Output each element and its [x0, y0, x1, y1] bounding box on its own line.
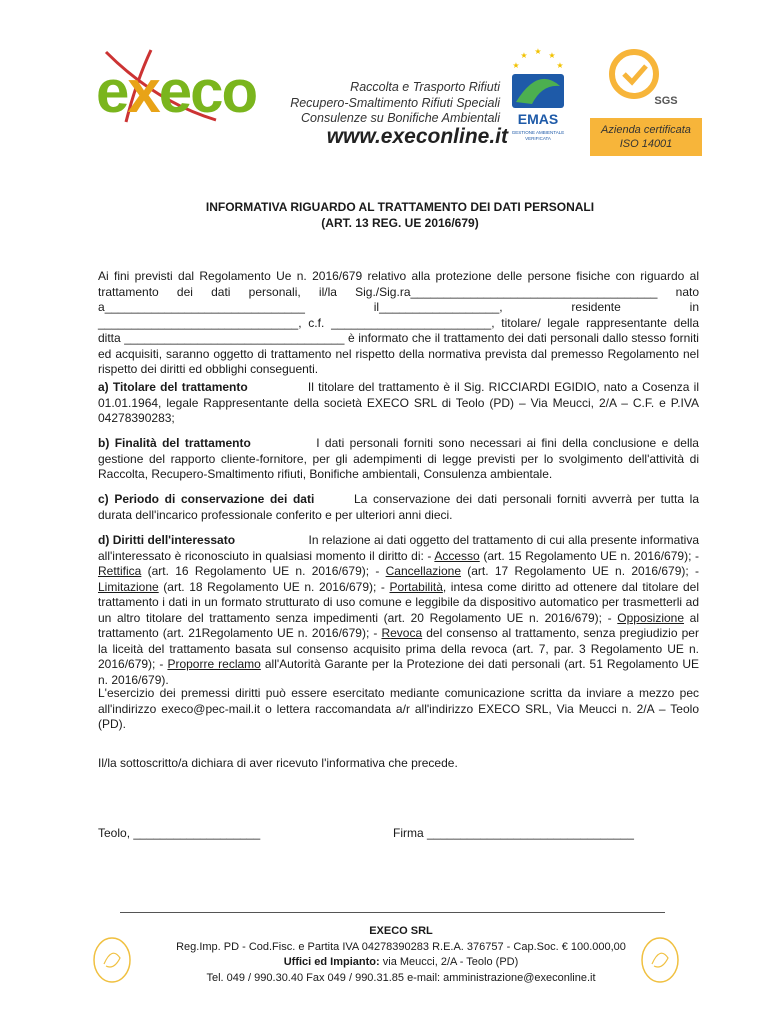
- tagline-line: Consulenze su Bonifiche Ambientali: [301, 111, 500, 125]
- cf-label: , c.f.: [298, 315, 325, 330]
- section-d-label: d) Diritti dell'interessato: [98, 533, 236, 547]
- section-b: [98, 436, 699, 483]
- section-d-text: all'Autorità Garante per la Protezione dei dati personali (art. 51 Regolamento UE n. 2016/679).: [98, 657, 699, 687]
- declaration-statement: Il/la sottoscritto/a dichiara di aver ricevuto l'informativa che precede.: [98, 756, 458, 770]
- footer-divider: [120, 912, 665, 913]
- born-label: nato a: [98, 284, 700, 314]
- place-date-field[interactable]: Teolo, ___________________: [98, 826, 261, 840]
- title-line: (ART. 13 REG. UE 2016/679): [321, 215, 479, 230]
- tagline-line: Recupero-Smaltimento Rifiuti Speciali: [290, 95, 500, 110]
- intro-text: Ai fini previsti dal Regolamento Ue n. 2016/679 relativo alla protezione delle persone fisiche con riguardo al trattamento dei dati personali, il/la Sig./Sig.ra: [98, 269, 699, 299]
- section-d-text: In relazione ai dati oggetto del trattamento di cui alla presente informativa all'interessato è riconosciuto in qualsiasi momento il diritto di: -: [98, 533, 700, 563]
- exercise-paragraph: L'esercizio dei premessi diritti può essere esercitato mediante comunicazione scritta da inviare a mezzo pec all'indirizzo execo@pec-mail.it o lettera raccomandata a/r all'indirizzo EXECO SRL, Via Meucci n. 2/A – Teolo (PD).: [98, 686, 699, 731]
- right-revocation: Revoca: [381, 626, 423, 640]
- svg-text:★: ★: [520, 51, 528, 60]
- right-erasure: Cancellazione: [385, 564, 461, 578]
- footer-offices-address: via Meucci, 2/A - Teolo (PD): [382, 956, 519, 968]
- date-label: il: [373, 300, 380, 314]
- document-title: [98, 200, 702, 231]
- right-portability: Portabilità: [389, 579, 443, 594]
- right-rectification: Rettifica: [98, 564, 142, 578]
- signature-field[interactable]: Firma _______________________________: [393, 826, 634, 840]
- cf-blank[interactable]: ________________________: [331, 315, 492, 330]
- section-c: [98, 492, 699, 523]
- intro-rest: è informato che il trattamento dei dati personali dallo stesso forniti ed acquisiti, saranno oggetto di trattamento nel rispetto della normativa prevista dal premesso Regolamento nel rispetto dei diritti ed obblighi conseguenti.: [98, 331, 699, 376]
- footer-offices-label: Uffici ed Impianto:: [283, 956, 380, 968]
- svg-text:★: ★: [548, 51, 556, 60]
- emas-logo: [498, 46, 578, 154]
- section-d-text: (art. 18 Regolamento UE n. 2016/679); -: [163, 579, 385, 594]
- iso-line: ISO 14001: [619, 138, 673, 150]
- title-label: , titolare/ legale rappresentante della ditta: [98, 315, 699, 345]
- section-d-text: al trattamento (art. 21Regolamento UE n. 2016/679); -: [98, 610, 700, 640]
- svg-text:★: ★: [512, 61, 520, 70]
- section-b-text: I dati personali forniti sono necessari ai fini della conclusione e della gestione del rapporto cliente-fornitore, per gli adempimenti di legge previsti per lo svolgimento dell'attività di Raccolta, Recupero-Smaltimento rifiuti, Bonifiche ambientali, Consulenza ambientale.: [98, 436, 699, 481]
- section-a: [98, 380, 699, 427]
- right-limitation: Limitazione: [98, 579, 159, 594]
- emas-text: EMAS: [517, 111, 559, 127]
- section-d-text: (art. 17 Regolamento UE n. 2016/679); -: [467, 564, 699, 578]
- company-website: www.execonline.it: [326, 125, 508, 148]
- section-d-text: (art. 16 Regolamento UE n. 2016/679); -: [147, 564, 380, 578]
- section-a-text: Il titolare del trattamento è il Sig. RICCIARDI EGIDIO, nato a Cosenza il 01.01.1964, legale Rappresentante della società EXECO SRL di Teolo (PD) – Via Meucci, 2/A – C.F. e P.IVA 04278390283;: [98, 380, 700, 425]
- intro-paragraph: [98, 269, 699, 378]
- section-b-label: b) Finalità del trattamento: [98, 436, 251, 450]
- section-d: [98, 533, 699, 688]
- footer-offices: [96, 955, 706, 971]
- section-d-text: , intesa come diritto ad ottenere dal titolare del trattamento i dati in un formato strutturato di uso comune e leggibile da dispositivo automatico per trasmetterli ad un altro titolare del trattamento senza impedimenti (art. 20 Regolamento UE n. 2016/679); -: [98, 579, 699, 625]
- company-tagline: [266, 80, 500, 127]
- footer: [96, 924, 706, 986]
- right-objection: Opposizione: [617, 610, 685, 625]
- birthplace-blank[interactable]: ______________________________: [104, 300, 305, 314]
- footer-contacts: Tel. 049 / 990.30.40 Fax 049 / 990.31.85 e-mail: amministrazione@execonline.it: [206, 971, 596, 984]
- svg-text:GESTIONE AMBIENTALE: GESTIONE AMBIENTALE: [511, 130, 565, 135]
- tagline-line: Raccolta e Trasporto Rifiuti: [350, 80, 500, 94]
- company-blank[interactable]: _________________________________: [124, 331, 345, 345]
- sgs-text: SGS: [654, 95, 678, 107]
- footer-registration: Reg.Imp. PD - Cod.Fisc. e Partita IVA 04278390283 R.E.A. 376757 - Cap.Soc. € 100.000,00: [176, 940, 626, 953]
- section-a-label: a) Titolare del trattamento: [98, 380, 248, 394]
- residence-label: , residente in: [499, 300, 699, 314]
- svg-text:VERIFICATA: VERIFICATA: [525, 136, 551, 141]
- name-blank[interactable]: _____________________________________: [410, 284, 658, 299]
- residence-blank[interactable]: ______________________________: [98, 315, 299, 330]
- birthdate-blank[interactable]: __________________: [379, 300, 500, 314]
- svg-text:★: ★: [556, 61, 564, 70]
- section-c-text: La conservazione dei dati personali forniti avverrà per tutta la durata dell'incarico professionale conferito e per ulteriori anni dieci.: [98, 492, 700, 522]
- execo-logo: execo: [96, 58, 257, 125]
- title-line: INFORMATIVA RIGUARDO AL TRATTAMENTO DEI DATI PERSONALI: [205, 200, 595, 214]
- iso-line: Azienda certificata: [601, 124, 691, 136]
- section-c-label: c) Periodo di conservazione dei dati: [98, 492, 315, 506]
- footer-company: EXECO SRL: [369, 925, 433, 937]
- right-access: Accesso: [434, 548, 480, 563]
- sgs-certification-logo: [604, 46, 680, 110]
- right-complaint: Proporre reclamo: [167, 657, 261, 671]
- iso-certification-badge: [590, 118, 702, 156]
- section-d-text: (art. 15 Regolamento UE n. 2016/679); -: [483, 548, 699, 563]
- section-d-text: del consenso al trattamento, senza pregiudizio per la liceità del trattamento basata sul consenso acquisito prima della revoca (art. 7, par. 3 Regolamento UE n. 2016/679); -: [98, 626, 699, 671]
- svg-text:★: ★: [534, 47, 542, 56]
